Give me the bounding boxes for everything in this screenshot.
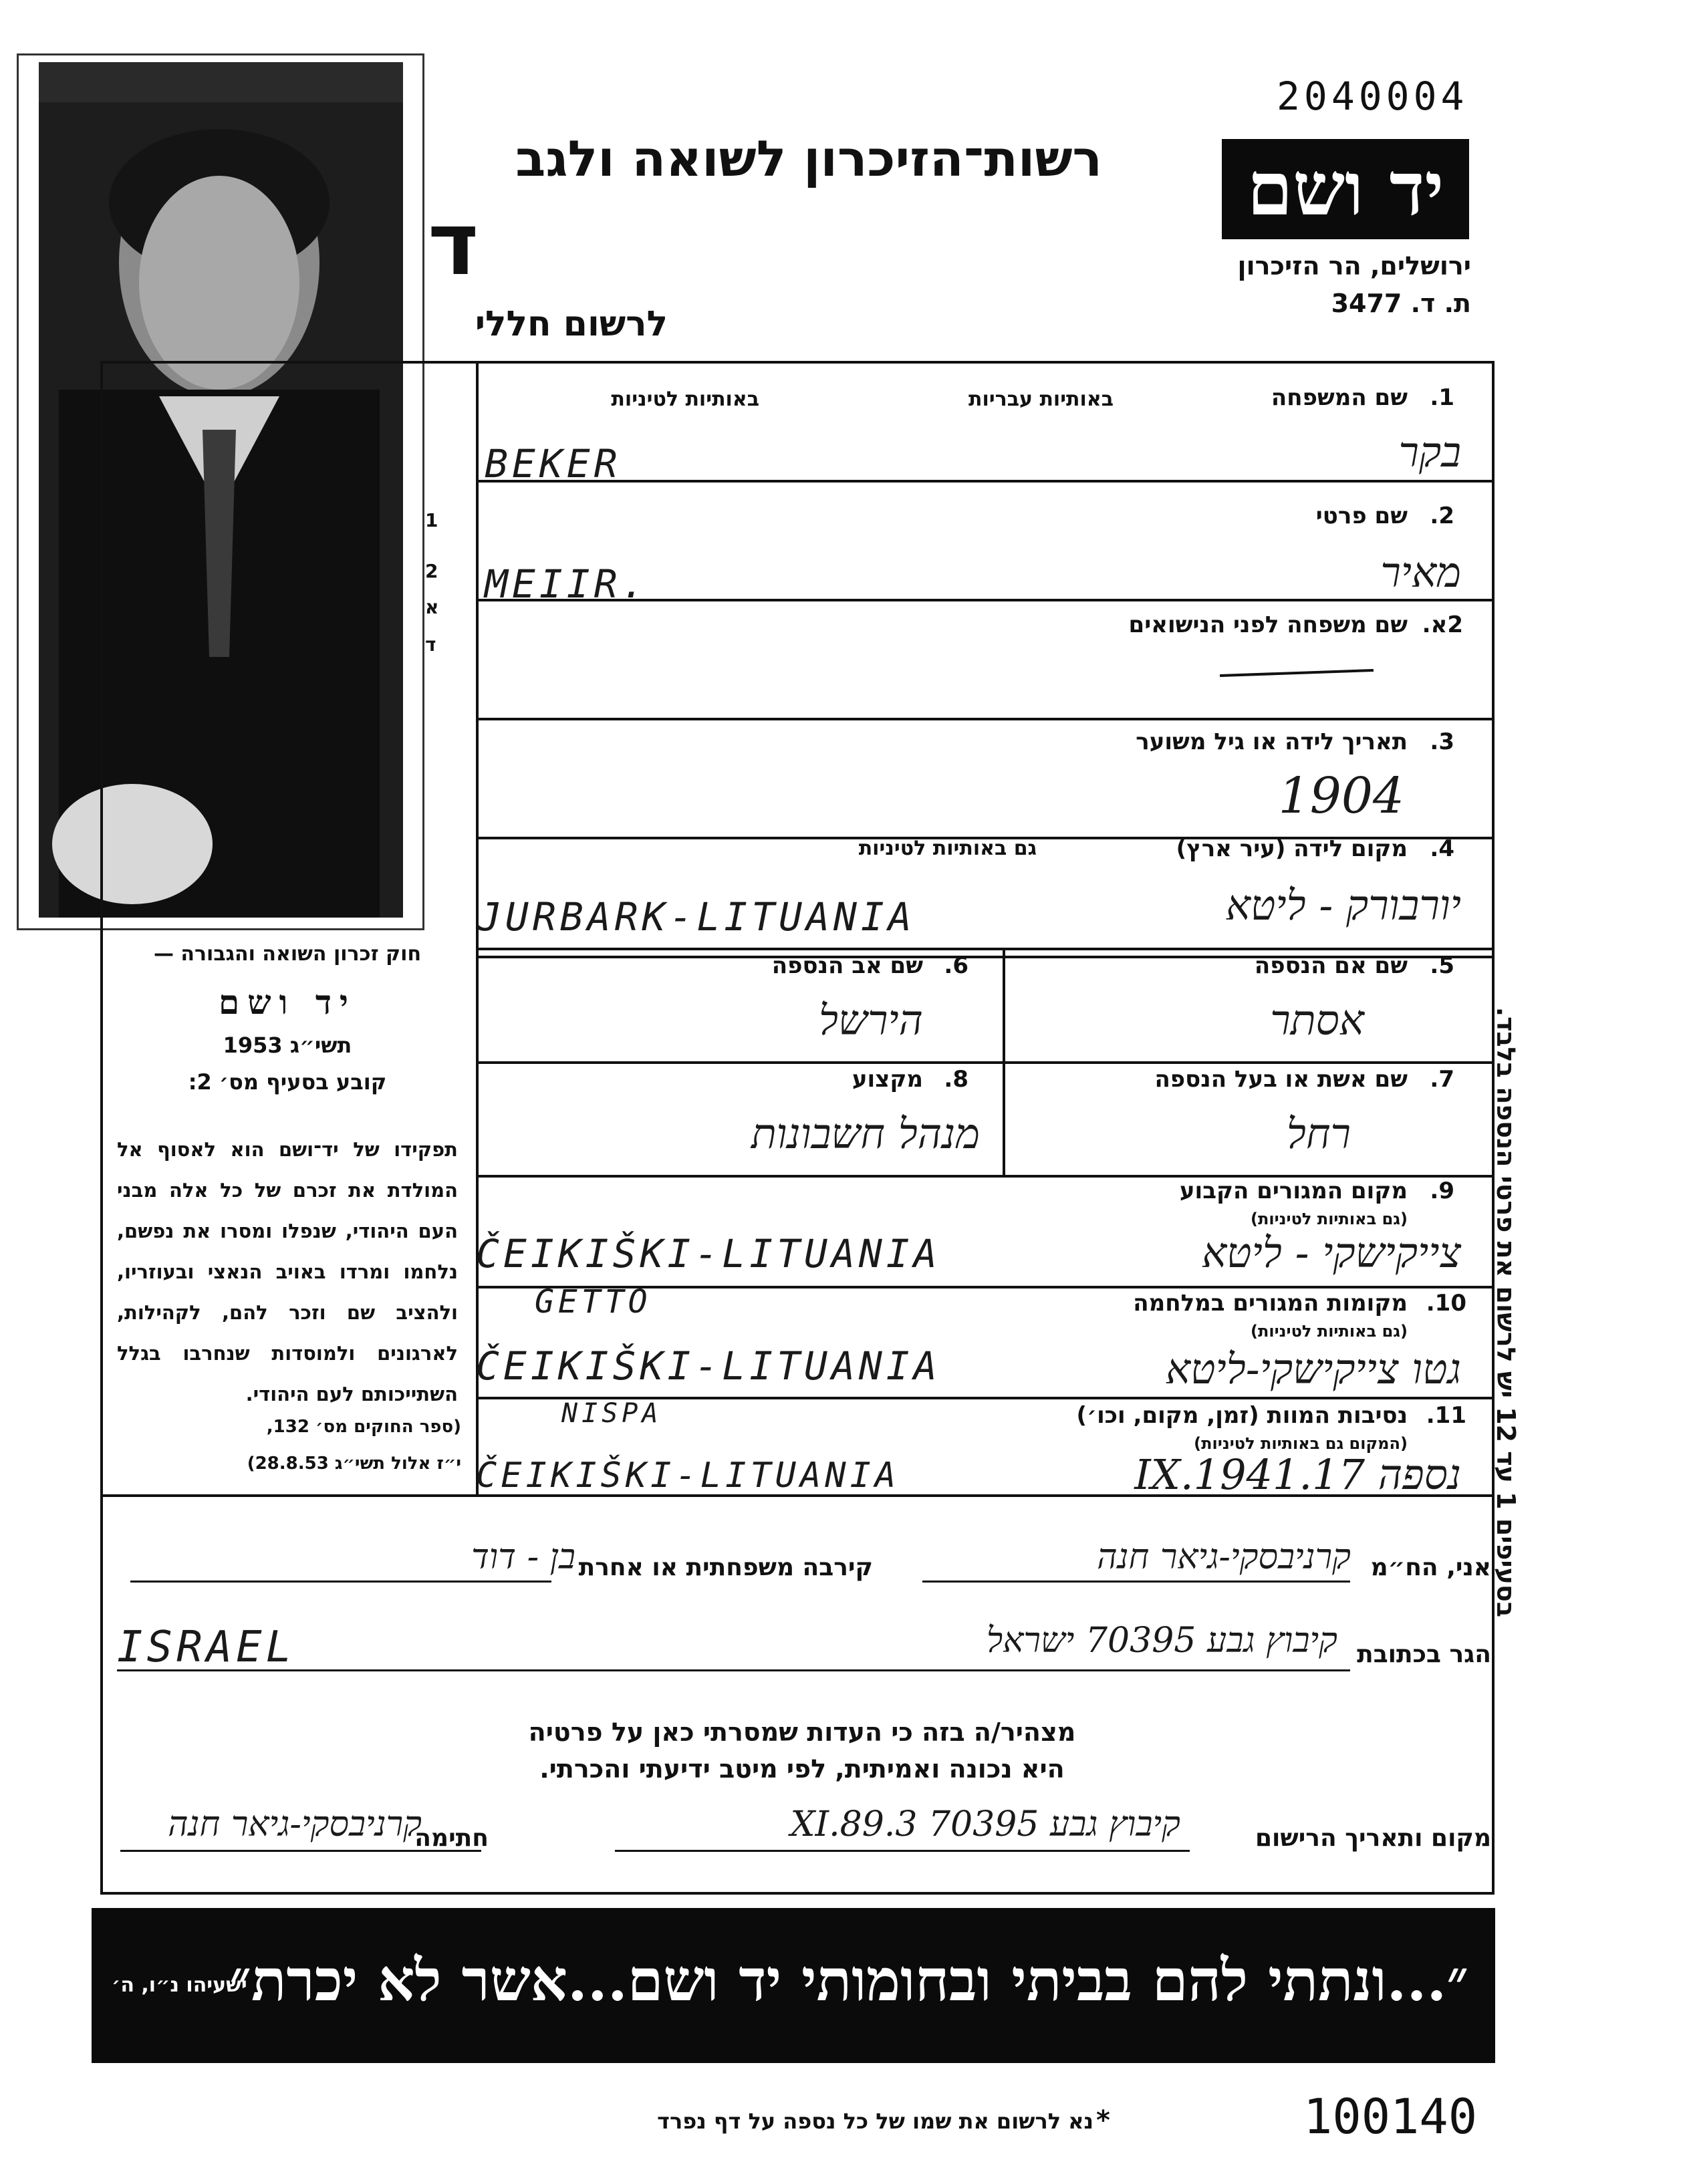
field-6-label: שם אב הנספה <box>771 952 923 979</box>
decl-signature-label: חתימה <box>414 1824 489 1852</box>
field-4-hebrew-value: יורבורק - ליטא <box>1225 881 1461 930</box>
side-note: בסעיפים 1 עד 12 יש לרשום את פרטי הנספה בלבד. <box>1491 1006 1521 1617</box>
law-ref-2: י״ז אלול תשי״ג 28.8.53) <box>247 1454 461 1474</box>
decl-name-value: קרניבסקי-גיאר חנה <box>1097 1537 1351 1577</box>
field-7-number: 7. <box>1430 1066 1454 1093</box>
decl-ani-label: אני, הח״מ <box>1370 1554 1491 1581</box>
field-5-value: אסתר <box>1270 996 1364 1045</box>
decl-statement-1: מצהיר/ה בזה כי העדות שמסרתי כאן על פרטיה <box>528 1718 1076 1747</box>
law-clause: קובע בסעיף מס׳ 2: <box>188 1069 387 1095</box>
banner-quote: ״...ונתתי להם בביתי ובחומותי יד ושם...אשר לא יכרת״ <box>229 1947 1468 2014</box>
document-number: 2040004 <box>1277 74 1468 119</box>
bottom-number: 100140 <box>1303 2088 1478 2145</box>
field-7-value: רחל <box>1286 1109 1351 1158</box>
decl-name-line <box>922 1581 1350 1583</box>
divider <box>1003 1061 1005 1178</box>
field-4-number: 4. <box>1430 835 1454 862</box>
decl-place-date-label: מקום ותאריך הרישום <box>1255 1824 1491 1852</box>
field-4-label: מקום לידה (עיר ארץ) <box>1176 835 1408 862</box>
field-9-hebrew-value: צייקישקי - ליטא <box>1201 1228 1461 1277</box>
field-8-value: מנהל חשבונות <box>751 1109 980 1158</box>
left-mark: א <box>425 596 439 618</box>
field-4-latin-value: JURBARK-LITUANIA <box>478 894 916 940</box>
left-mark: ד <box>425 634 436 656</box>
field-2-number: 2. <box>1430 503 1454 529</box>
decl-statement-2: היא נכונה ואמיתית, לפי מיטב ידיעתי והכרתי. <box>539 1754 1065 1784</box>
decl-relation-label: קירבה משפחתית או אחרת <box>578 1554 873 1581</box>
field-11-latin-value: ČEIKIŠKI-LITUANIA <box>476 1456 900 1496</box>
left-mark: 2 <box>425 560 438 582</box>
field-1-latin-header: באותיות לטיניות <box>611 388 759 411</box>
field-9-number: 9. <box>1430 1178 1454 1204</box>
field-8-label: מקצוע <box>852 1066 923 1093</box>
divider <box>1003 948 1005 1064</box>
field-box-1 <box>476 361 1495 483</box>
field-5-number: 5. <box>1430 952 1454 979</box>
org-register-line: לרשום חללי <box>475 304 668 344</box>
field-2-label: שם פרטי <box>1315 503 1408 529</box>
field-6-value: הירשל <box>819 996 923 1045</box>
field-1-hebrew-value: בקר <box>1398 428 1461 476</box>
field-11-latin-top: NISPA <box>561 1398 662 1429</box>
field-2-hebrew-value: מאיר <box>1380 548 1461 597</box>
decl-place-date-value: קיבוץ גבע 70395 3.XI.89 <box>790 1804 1180 1845</box>
decl-relation-line <box>130 1581 551 1583</box>
decl-address-line <box>117 1669 1350 1671</box>
field-8-number: 8. <box>944 1066 968 1093</box>
field-1-number: 1. <box>1430 384 1454 411</box>
decl-signature-line <box>120 1850 481 1852</box>
field-10-label: מקומות המגורים במלחמה <box>1133 1290 1408 1317</box>
footer-note: נא לרשום את שמו של כל נספה על דף נפרד <box>657 2108 1093 2134</box>
law-line-1: חוק זכרון השואה והגבורה — <box>153 942 422 966</box>
law-body: תפקידו של יד־ושם הוא לאסוף אל המולדת את זכרם של כל אלה מבני העם היהודי, שנפלו ומסרו את נפשם, נלחמו ומרדו באויב הנאצי ובעוזריו, ולהציב שם וזכר להם, לקהילות, לארגונים ולמוסדות שנחרבו בגלל השתייכותם לעם היהודי. <box>117 1138 458 1405</box>
decl-address-latin: ISRAEL <box>117 1623 296 1672</box>
org-city: ירושלים, הר הזיכרון <box>1237 251 1471 281</box>
field-11-number: 11. <box>1426 1402 1466 1429</box>
org-big-letter: ד <box>428 193 479 295</box>
field-3-label: תאריך לידה או גיל משוער <box>1136 728 1408 755</box>
decl-signature-value: קרניבסקי-גיאר חנה <box>168 1804 422 1845</box>
field-3-value: 1904 <box>1278 767 1404 825</box>
decl-relation-value: בן - דוד <box>471 1537 575 1577</box>
field-11-label: נסיבות המוות (זמן, מקום, וכו׳) <box>1076 1402 1408 1429</box>
footer-star: * <box>1096 2105 1110 2136</box>
field-10-latin-top: GETTO <box>535 1283 652 1321</box>
field-9-label: מקום המגורים הקבוע <box>1179 1178 1408 1204</box>
field-10-sub: (גם באותיות לטיניות) <box>1251 1322 1408 1341</box>
field-10-number: 10. <box>1426 1290 1466 1317</box>
decl-address-value: קיבוץ גבע 70395 ישראל <box>986 1621 1337 1661</box>
field-4-latin-header: גם באותיות לטיניות <box>858 837 1037 860</box>
law-name: יד ושם <box>219 982 356 1022</box>
field-1-label: שם המשפחה <box>1271 384 1408 411</box>
field-9-sub: (גם באותיות לטיניות) <box>1251 1210 1408 1228</box>
banner-source: ישעיהו נ״ו, ה׳ <box>112 1973 247 1997</box>
field-11-sub: (המקום גם באותיות לטיניות) <box>1194 1434 1408 1453</box>
field-5-label: שם אם הנספה <box>1254 952 1408 979</box>
field-3-number: 3. <box>1430 728 1454 755</box>
field-2a-number: 2א. <box>1422 611 1463 638</box>
field-7-label: שם אשת או בעל הנספה <box>1154 1066 1408 1093</box>
org-name: רשות־הזיכרון לשואה ולגב <box>515 130 1102 188</box>
field-10-latin-value: ČEIKIŠKI-LITUANIA <box>476 1343 941 1389</box>
field-1-hebrew-header: באותיות עבריות <box>968 388 1114 411</box>
left-mark: 1 <box>425 509 438 531</box>
field-2-latin-value: MEIIR. <box>485 561 649 607</box>
law-ref-1: (ספר החוקים מס׳ 132, <box>266 1417 461 1437</box>
field-1-latin-value: BEKER <box>485 441 622 487</box>
quote-banner <box>92 1908 1495 2063</box>
field-6-number: 6. <box>944 952 968 979</box>
org-pobox: ת. ד. 3477 <box>1331 289 1471 318</box>
law-year: תשי״ג 1953 <box>223 1033 352 1058</box>
field-11-hebrew-value: נספה 17.IX.1941 <box>1134 1450 1461 1499</box>
yad-vashem-logo: יד ושם <box>1222 139 1469 239</box>
decl-place-date-line <box>615 1850 1190 1852</box>
decl-address-label: הגר בכתובת <box>1357 1641 1491 1668</box>
field-2a-label: שם משפחה לפני הנישואים <box>1128 611 1408 638</box>
field-10-hebrew-value: גטו צייקישקי-ליטא <box>1165 1345 1461 1393</box>
field-9-latin-value: ČEIKIŠKI-LITUANIA <box>476 1231 941 1276</box>
